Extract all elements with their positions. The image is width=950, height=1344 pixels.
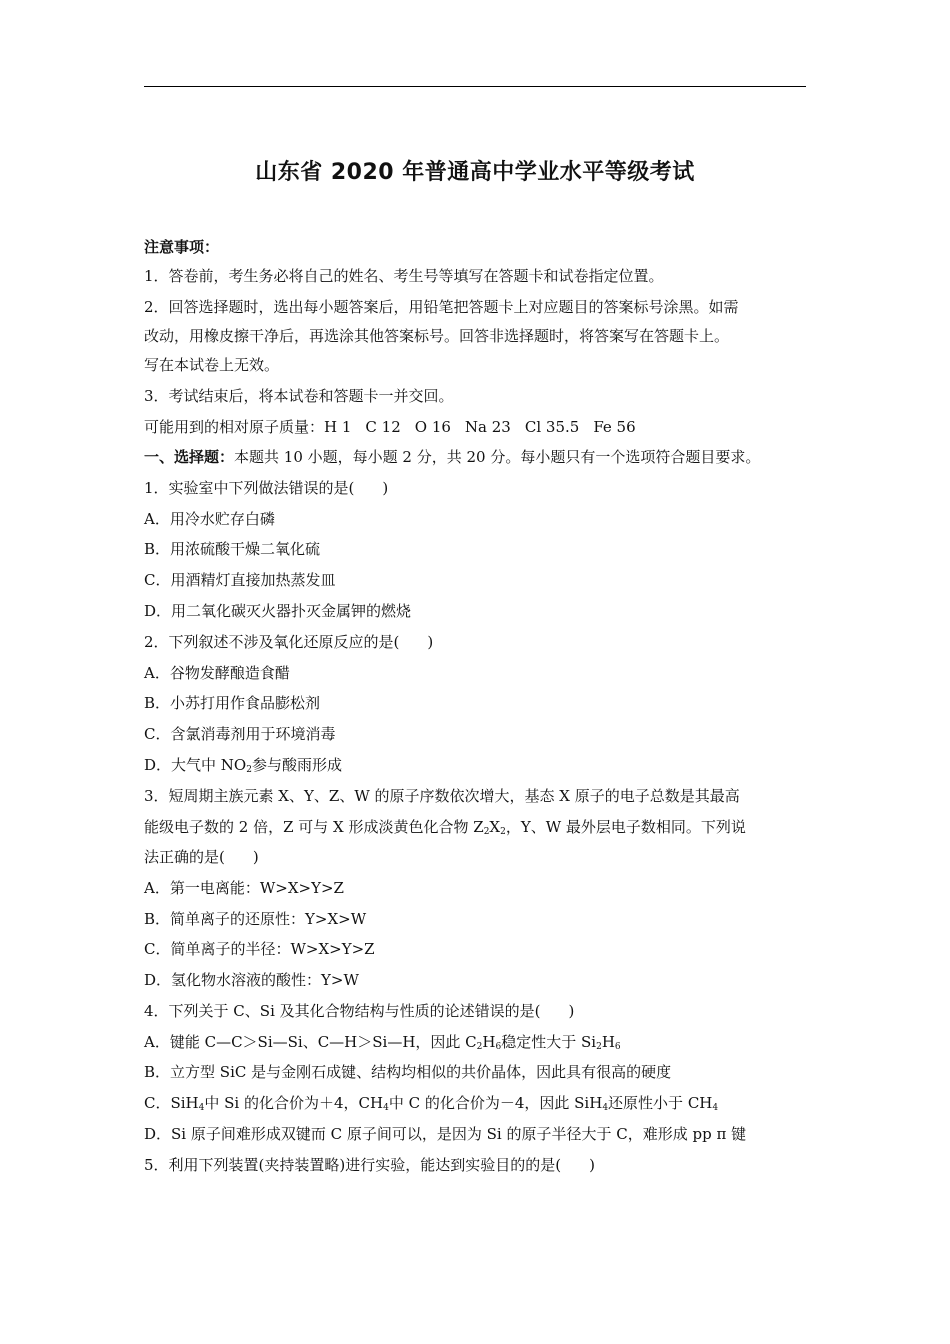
notice-item-2-line-2: 改动，用橡皮擦干净后，再选涂其他答案标号。回答非选择题时，将答案写在答题卡上。 xyxy=(144,327,730,345)
mass-value: Na 23 xyxy=(464,418,511,436)
question-3-option-d: D．氢化物水溶液的酸性：Y>W xyxy=(144,971,359,989)
atomic-masses xyxy=(144,416,806,438)
question-2-option-a: A．谷物发酵酿造食醋 xyxy=(144,664,290,682)
question-3-option-b: B．简单离子的还原性：Y>X>W xyxy=(144,910,367,928)
question-3-line-1: 3．短周期主族元素 X、Y、Z、W 的原子序数依次增大，基态 X 原子的电子总数是其最高 xyxy=(144,787,740,805)
mass-value: O 16 xyxy=(414,418,451,436)
mass-value: C 12 xyxy=(365,418,401,436)
question-2-option-c: C．含氯消毒剂用于环境消毒 xyxy=(144,725,336,743)
mass-value: Fe 56 xyxy=(593,418,636,436)
question-3-option-c: C．简单离子的半径：W>X>Y>Z xyxy=(144,940,375,958)
question-4-option-d: D．Si 原子间难形成双键而 C 原子间可以，是因为 Si 的原子半径大于 C，难形成 pp π 键 xyxy=(144,1125,747,1143)
question-2-stem: 2．下列叙述不涉及氧化还原反应的是( ) xyxy=(144,633,434,651)
question-2-option-b: B．小苏打用作食品膨松剂 xyxy=(144,694,321,712)
question-3-line-2: 能级电子数的 2 倍，Z 可与 X 形成淡黄色化合物 $Z_2X_2$，Y、W 最外层电子数相同。下列说 xyxy=(144,818,746,837)
question-4-stem: 4．下列关于 C、Si 及其化合物结构与性质的论述错误的是( ) xyxy=(144,1002,575,1020)
question-1-option-d: D．用二氧化碳灭火器扑灭金属钾的燃烧 xyxy=(144,602,412,620)
question-4-option-a: A．键能 C—C＞Si—Si、C—H＞Si—H，因此 $C_2H_6$稳定性大于 $Si_2H_6$ xyxy=(144,1033,621,1052)
section-description: 本题共 10 小题，每小题 2 分，共 20 分。每小题只有一个选项符合题目要求。 xyxy=(234,448,761,466)
question-1-option-a: A．用冷水贮存白磷 xyxy=(144,510,275,528)
notice-item-2-line-3: 写在本试卷上无效。 xyxy=(144,356,280,374)
section-name: 一、选择题： xyxy=(144,448,235,466)
question-1-option-b: B．用浓硫酸干燥二氧化硫 xyxy=(144,540,321,558)
atomic-masses-label: 可能用到的相对原子质量： xyxy=(144,418,325,436)
question-2-option-d: D．大气中 $NO_2$参与酸雨形成 xyxy=(144,756,342,775)
question-3-option-a: A．第一电离能：W>X>Y>Z xyxy=(144,879,344,897)
question-4-option-c: C．SiH$_4$中 Si 的化合价为＋4，$CH_4$中 C 的化合价为－4，因此 SiH$_4$还原性小于 $CH_4$ xyxy=(144,1094,719,1113)
notice-heading: 注意事项： xyxy=(144,238,220,256)
question-1-stem: 1．实验室中下列做法错误的是( ) xyxy=(144,479,389,497)
notice-item-1: 1．答卷前，考生务必将自己的姓名、考生号等填写在答题卡和试卷指定位置。 xyxy=(144,267,664,285)
question-3-line-3: 法正确的是( ) xyxy=(144,848,259,866)
exam-title: 山东省 2020 年普通高中学业水平等级考试 xyxy=(255,160,695,185)
mass-value: Cl 35.5 xyxy=(524,418,580,436)
question-4-option-b: B．立方型 SiC 是与金刚石成键、结构均相似的共价晶体，因此具有很高的硬度 xyxy=(144,1063,672,1081)
mass-value: H 1 xyxy=(324,418,352,436)
question-1-option-c: C．用酒精灯直接加热蒸发皿 xyxy=(144,571,336,589)
header-rule xyxy=(144,86,806,87)
section-heading xyxy=(144,446,806,468)
question-5-stem: 5．利用下列装置(夹持装置略)进行实验，能达到实验目的的是( ) xyxy=(144,1156,595,1174)
notice-item-2-line-1: 2．回答选择题时，选出每小题答案后，用铅笔把答题卡上对应题目的答案标号涂黑。如需 xyxy=(144,298,739,316)
notice-item-3: 3．考试结束后，将本试卷和答题卡一并交回。 xyxy=(144,387,454,405)
